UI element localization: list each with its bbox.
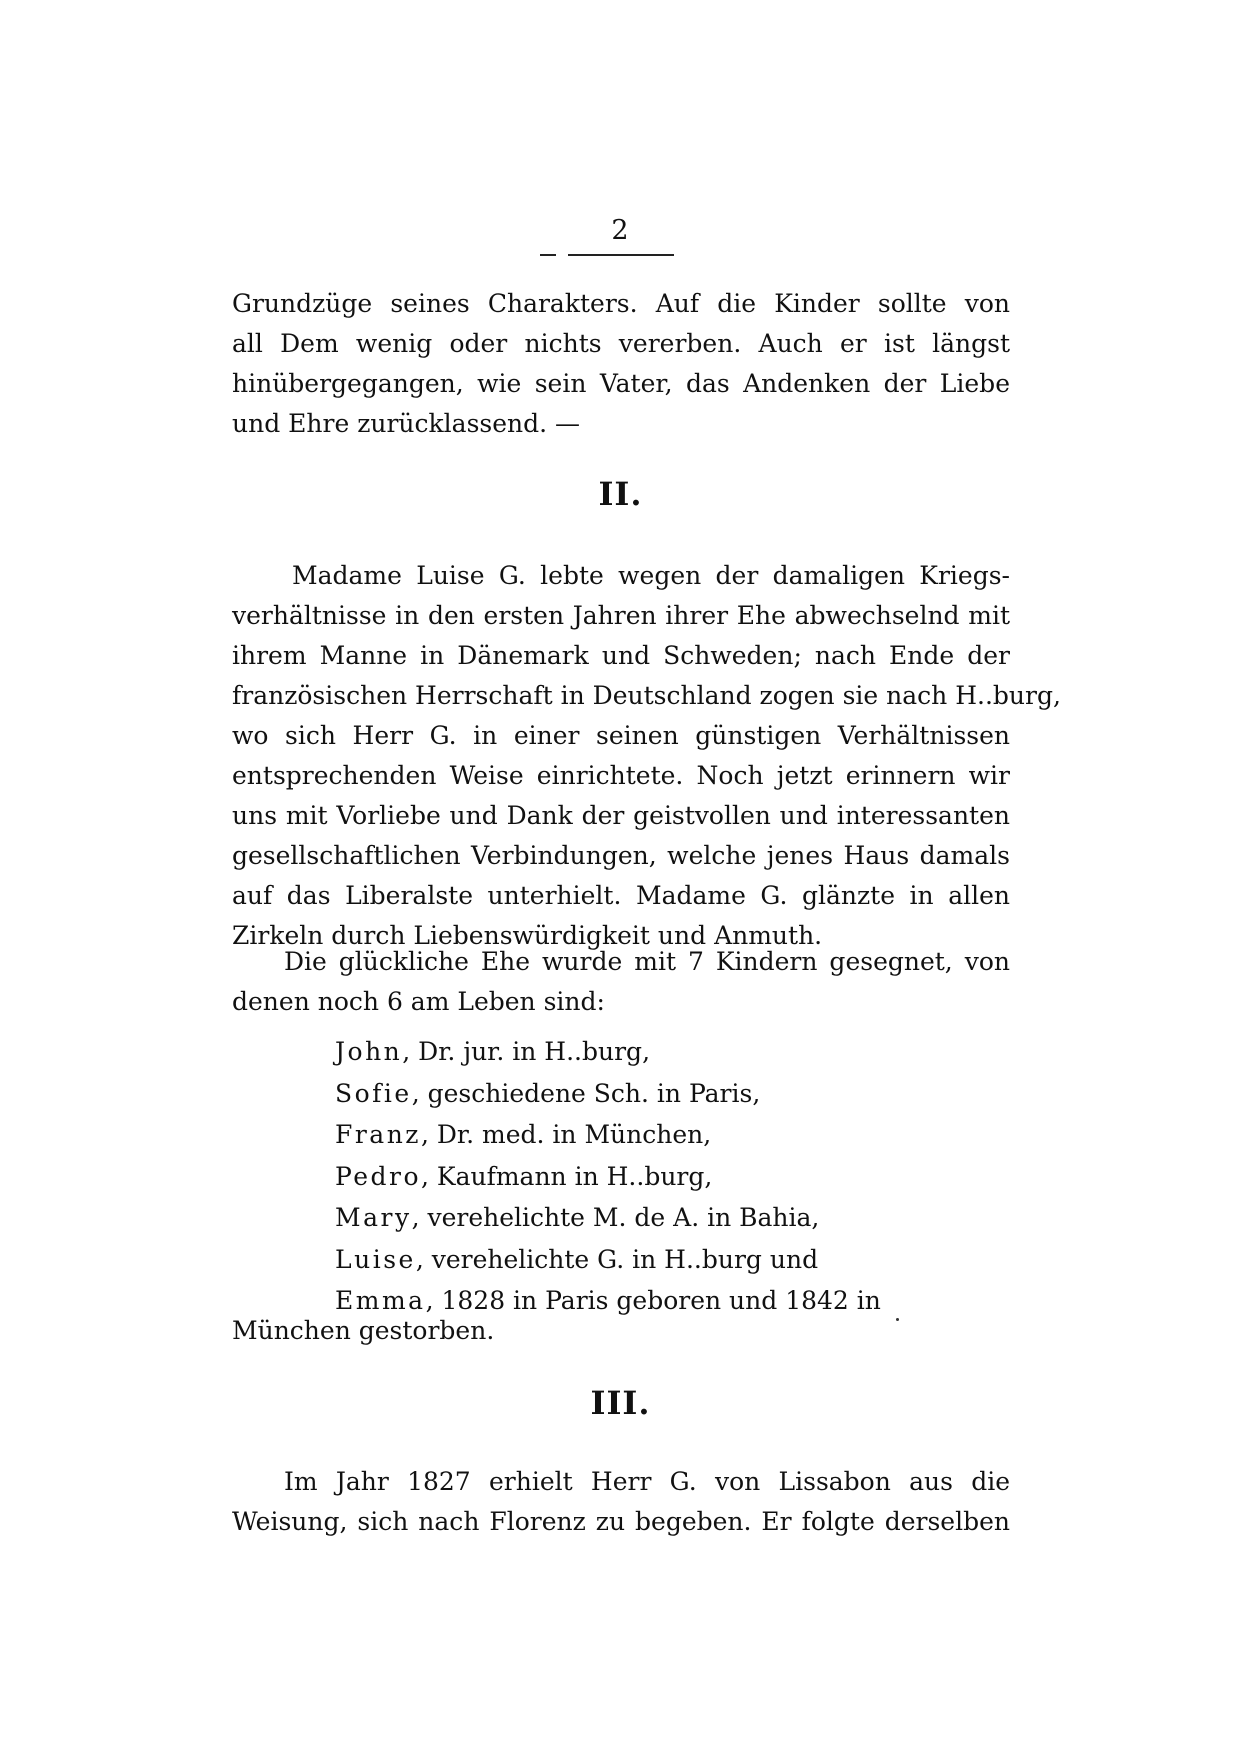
text-line: gesellschaftlichen Verbindungen, welche jenes Haus damals: [232, 841, 1010, 870]
child-detail: , geschiedene Sch. in Paris,: [411, 1078, 761, 1108]
child-detail: , 1828 in Paris geboren und 1842 in: [425, 1286, 881, 1315]
text-line: ihrem Manne in Dänemark und Schweden; nach Ende der: [232, 641, 1010, 670]
child-name: Pedro: [335, 1161, 421, 1191]
child-detail: , Dr. med. in München,: [420, 1120, 712, 1149]
child-name: Sofie: [335, 1078, 412, 1108]
section-heading-ii: II.: [598, 475, 643, 513]
child-detail: , Dr. jur. in H..burg,: [402, 1037, 651, 1066]
text-line: Weisung, sich nach Florenz zu begeben. Er folgte derselben: [232, 1507, 1010, 1536]
text-line: verhältnisse in den ersten Jahren ihrer Ehe abwechselnd mit: [232, 601, 1010, 630]
list-item: [335, 1156, 1010, 1198]
section-iii-paragraph: [232, 1462, 1010, 1542]
text-line: französischen Herrschaft in Deutschland zogen sie nach H..burg,: [232, 681, 1061, 710]
child-detail: , verehelichte M. de A. in Bahia,: [411, 1203, 820, 1232]
page-number-rule: [568, 254, 674, 256]
text-line: Grundzüge seines Charakters. Auf die Kinder sollte von: [232, 289, 1010, 318]
list-item: [335, 1239, 1010, 1281]
text-line: wo sich Herr G. in einer seinen günstigen Verhältnissen: [232, 721, 1010, 750]
child-name: Emma: [335, 1286, 426, 1315]
text-line: entsprechenden Weise einrichtete. Noch jetzt erinnern wir: [232, 761, 1010, 790]
child-name: Luise: [335, 1244, 416, 1274]
text-line: all Dem wenig oder nichts vererben. Auch er ist längst: [232, 329, 1010, 358]
child-name: Mary: [335, 1203, 412, 1232]
child-detail: , verehelichte G. in H..burg und: [415, 1244, 819, 1274]
page-number: 2: [611, 215, 629, 246]
text-line: Im Jahr 1827 erhielt Herr G. von Lissabon aus die: [284, 1467, 1010, 1496]
children-list: [335, 1031, 1010, 1322]
child-name: John: [335, 1037, 403, 1066]
text-line: denen noch 6 am Leben sind:: [232, 987, 605, 1016]
text-line: auf das Liberalste unterhielt. Madame G. glänzte in allen: [232, 881, 1010, 910]
child-name: Franz: [335, 1120, 421, 1149]
list-item: [335, 1073, 1010, 1115]
child-detail: , Kaufmann in H..burg,: [421, 1161, 713, 1191]
text-line: uns mit Vorliebe und Dank der geistvollen und interessanten: [232, 801, 1010, 830]
list-item: [335, 1031, 1010, 1073]
list-item: [335, 1197, 1010, 1239]
text-line: Zirkeln durch Liebenswürdigkeit und Anmuth.: [232, 921, 823, 950]
list-item: [335, 1114, 1010, 1156]
continuation-paragraph: [232, 284, 1010, 444]
text-line: Die glückliche Ehe wurde mit 7 Kindern gesegnet, von: [284, 947, 1010, 976]
text-line: hinübergegangen, wie sein Vater, das Andenken der Liebe: [232, 369, 1010, 398]
text-line: Madame Luise G. lebte wegen der damaligen Kriegs-: [292, 561, 1010, 590]
text-line: und Ehre zurücklassend. —: [232, 409, 581, 438]
closing-line: München gestorben.: [232, 1316, 495, 1345]
section-ii-paragraph: [232, 556, 1061, 956]
print-speck: [896, 1318, 899, 1321]
children-intro: [232, 942, 1010, 1022]
section-heading-iii: III.: [590, 1384, 651, 1422]
